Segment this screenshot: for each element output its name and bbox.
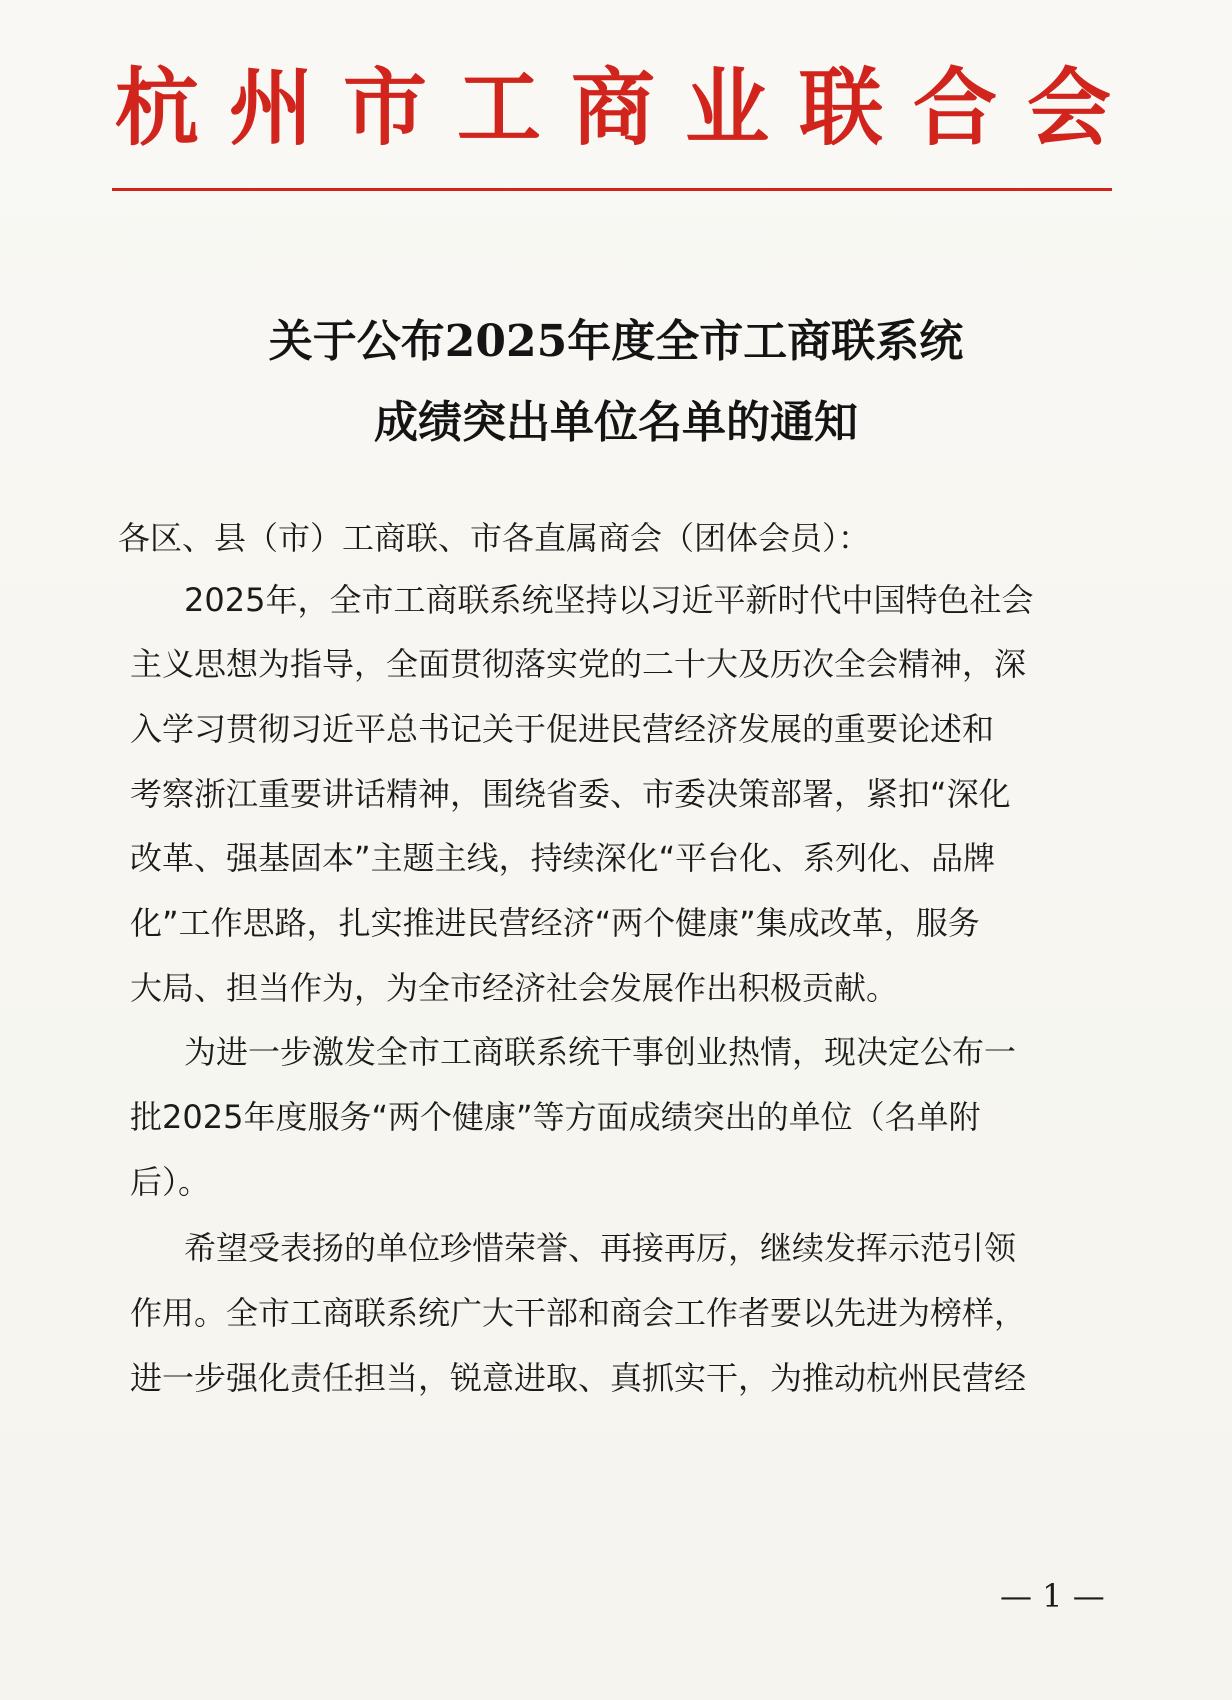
body-line: 批2025年度服务“两个健康”等方面成绩突出的单位（名单附 <box>130 1098 981 1136</box>
body-line: 2025年，全市工商联系统坚持以习近平新时代中国特色社会 <box>184 581 1034 619</box>
body-line: 大局、担当作为，为全市经济社会发展作出积极贡献。 <box>130 969 899 1007</box>
salutation: 各区、县（市）工商联、市各直属商会（团体会员）： <box>118 519 871 557</box>
body-line: 改革、强基固本”主题主线，持续深化“平台化、系列化、品牌 <box>130 839 996 877</box>
page-number: — 1 — <box>1000 1577 1105 1615</box>
body-line: 入学习贯彻习近平总书记关于促进民营经济发展的重要论述和 <box>130 710 995 748</box>
body-line: 主义思想为指导，全面贯彻落实党的二十大及历次全会精神，深 <box>130 645 1027 683</box>
body-line: 希望受表扬的单位珍惜荣誉、再接再厉，继续发挥示范引领 <box>184 1229 1017 1267</box>
body-line: 化”工作思路，扎实推进民营经济“两个健康”集成改革，服务 <box>130 904 980 942</box>
notice-title-line-2: 成绩突出单位名单的通知 <box>374 397 858 448</box>
letterhead-title: 杭州市工商业联合会 <box>114 58 1141 157</box>
letterhead-red-rule <box>112 188 1112 191</box>
body-line: 为进一步激发全市工商联系统干事创业热情，现决定公布一 <box>184 1033 1017 1071</box>
body-line: 作用。全市工商联系统广大干部和商会工作者要以先进为榜样， <box>130 1294 1027 1332</box>
body-line: 进一步强化责任担当，锐意进取、真抓实干，为推动杭州民营经 <box>130 1359 1027 1397</box>
body-line: 后）。 <box>130 1163 211 1201</box>
notice-title-line-1: 关于公布2025年度全市工商联系统 <box>268 316 964 367</box>
body-line: 考察浙江重要讲话精神，围绕省委、市委决策部署，紧扣“深化 <box>130 775 1011 813</box>
